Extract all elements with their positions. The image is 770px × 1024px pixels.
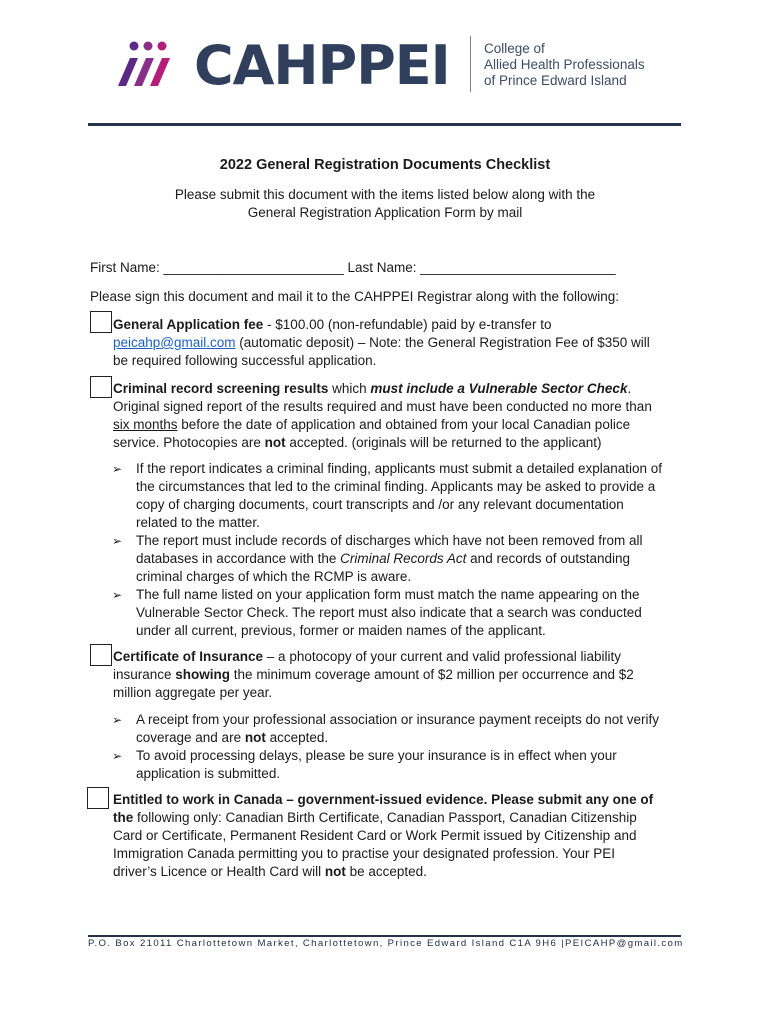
arrow-bullet-icon: ➢ (112, 534, 123, 548)
criminal-which: which (328, 381, 371, 396)
subtitle-line: General Registration Application Form by mail (247, 205, 523, 220)
not-emphasis: not (244, 730, 266, 745)
fee-text: - $100.00 (non-refundable) paid by e-transfer to (263, 317, 552, 332)
last-name-blank[interactable]: __________________________ (420, 260, 616, 275)
header-rule (88, 123, 681, 126)
fee-note-end: be required following successful application. (113, 353, 377, 368)
insurance-line: insurance (113, 667, 176, 682)
bullet-line: The full name listed on your application form must match the name appearing on the (136, 587, 640, 602)
showing-emphasis: showing (175, 667, 231, 682)
criminal-record-checkbox[interactable] (90, 376, 112, 398)
logo-tagline-line: Allied Health Professionals (484, 57, 645, 72)
page-subtitle (0, 186, 770, 222)
bullet-line: The report must include records of discharges which have not been removed from all (136, 533, 643, 548)
not-emphasis: not (264, 435, 286, 450)
criminal-line: accepted. (originals will be returned to the applicant) (285, 435, 602, 450)
bullet-line: application is submitted. (136, 766, 281, 781)
bullet-line: under all current, previous, former or maiden names of the applicant. (136, 623, 546, 638)
criminal-line: Original signed report of the results required and must have been conducted no more than (113, 399, 652, 414)
logo-divider (470, 36, 471, 92)
criminal-records-act: Criminal Records Act (340, 551, 467, 566)
fee-item (113, 316, 683, 370)
six-months: six months (113, 417, 178, 432)
page-title: 2022 General Registration Documents Checklist (219, 157, 551, 173)
footer-address: P.O. Box 21011 Charlottetown Market, Charlottetown, Prince Edward Island C1A 9H6 |PEICAHP@gmail.com (88, 938, 684, 949)
work-line: Immigration Canada permitting you to practise your designated profession. Your PEI (113, 846, 616, 861)
arrow-bullet-icon: ➢ (112, 462, 123, 476)
bullet-line: Vulnerable Sector Check. The report must also indicate that a search was conducted (136, 605, 642, 620)
insurance-line: million aggregate per year. (113, 685, 273, 700)
criminal-bullets (112, 460, 682, 640)
fee-note: (automatic deposit) – Note: the General Registration Fee of $350 will (235, 335, 650, 350)
insurance-item (113, 648, 683, 702)
cahppei-logo (112, 36, 672, 98)
criminal-record-item (113, 380, 683, 452)
arrow-bullet-icon: ➢ (112, 588, 123, 602)
bullet-item (112, 747, 682, 783)
not-emphasis: not (324, 864, 346, 879)
insurance-checkbox[interactable] (90, 644, 112, 666)
arrow-bullet-icon: ➢ (112, 713, 123, 727)
bullet-line: related to the matter. (136, 515, 260, 530)
logo-tagline-line: College of (484, 41, 545, 56)
logo-tagline (484, 41, 645, 89)
bullet-item (112, 532, 682, 586)
criminal-line: before the date of application and obtained from your local Canadian police (177, 417, 631, 432)
bullet-line: To avoid processing delays, please be sure your insurance is in effect when your (136, 748, 617, 763)
logo-mark-icon (112, 40, 192, 90)
first-name-blank[interactable]: ________________________ (163, 260, 344, 275)
insurance-line: the minimum coverage amount of $2 million per occurrence and $2 (230, 667, 634, 682)
last-name-label: Last Name: (343, 260, 421, 275)
criminal-line: service. Photocopies are (113, 435, 265, 450)
bullet-line: and records of outstanding (466, 551, 631, 566)
bullet-line: databases in accordance with the (136, 551, 341, 566)
work-eligibility-checkbox[interactable] (87, 787, 109, 809)
bullet-line: If the report indicates a criminal finding, applicants must submit a detailed explanation of (136, 461, 663, 476)
bullet-line: coverage and are (136, 730, 245, 745)
work-eligibility-item (113, 791, 683, 881)
first-name-label: First Name: (90, 260, 164, 275)
subtitle-line: Please submit this document with the items listed below along with the (174, 187, 596, 202)
work-line: be accepted. (345, 864, 427, 879)
work-line: Card or Certificate, Permanent Resident Card or Work Permit issued by Citizenship and (113, 828, 637, 843)
insurance-text: – a photocopy of your current and valid professional liability (263, 649, 622, 664)
bullet-line: criminal charges of which the RCMP is aware. (136, 569, 412, 584)
bullet-item (112, 460, 682, 532)
work-line: driver’s Licence or Health Card will (113, 864, 325, 879)
arrow-bullet-icon: ➢ (112, 749, 123, 763)
work-heading: Entitled to work in Canada – government-issued evidence. Please submit any one of (113, 792, 654, 807)
fee-checkbox[interactable] (90, 311, 112, 333)
footer-rule (88, 935, 681, 937)
email-link[interactable]: peicahp@gmail.com (113, 335, 236, 350)
fee-heading: General Application fee (113, 317, 264, 332)
criminal-heading: Criminal record screening results (113, 381, 329, 396)
logo-wordmark: CAHPPEI (194, 34, 450, 97)
vulnerable-sector-emphasis: must include a Vulnerable Sector Check (370, 381, 628, 396)
bullet-line: accepted. (265, 730, 329, 745)
bullet-line: the circumstances that led to the criminal finding. Applicants may be asked to provide a (136, 479, 656, 494)
bullet-line: A receipt from your professional association or insurance payment receipts do not verify (136, 712, 660, 727)
work-line: following only: Canadian Birth Certificate, Canadian Passport, Canadian Citizenship (133, 810, 637, 825)
sign-instruction: Please sign this document and mail it to the CAHPPEI Registrar along with the following: (90, 289, 620, 304)
insurance-heading: Certificate of Insurance (113, 649, 264, 664)
logo-tagline-line: of Prince Edward Island (484, 73, 627, 88)
name-fields (90, 259, 615, 277)
bullet-line: copy of charging documents, court transcripts and /or any relevant documentation (136, 497, 624, 512)
criminal-period: . (627, 381, 632, 396)
bullet-item (112, 586, 682, 640)
insurance-bullets (112, 711, 682, 783)
bullet-item (112, 711, 682, 747)
work-heading: the (113, 810, 134, 825)
